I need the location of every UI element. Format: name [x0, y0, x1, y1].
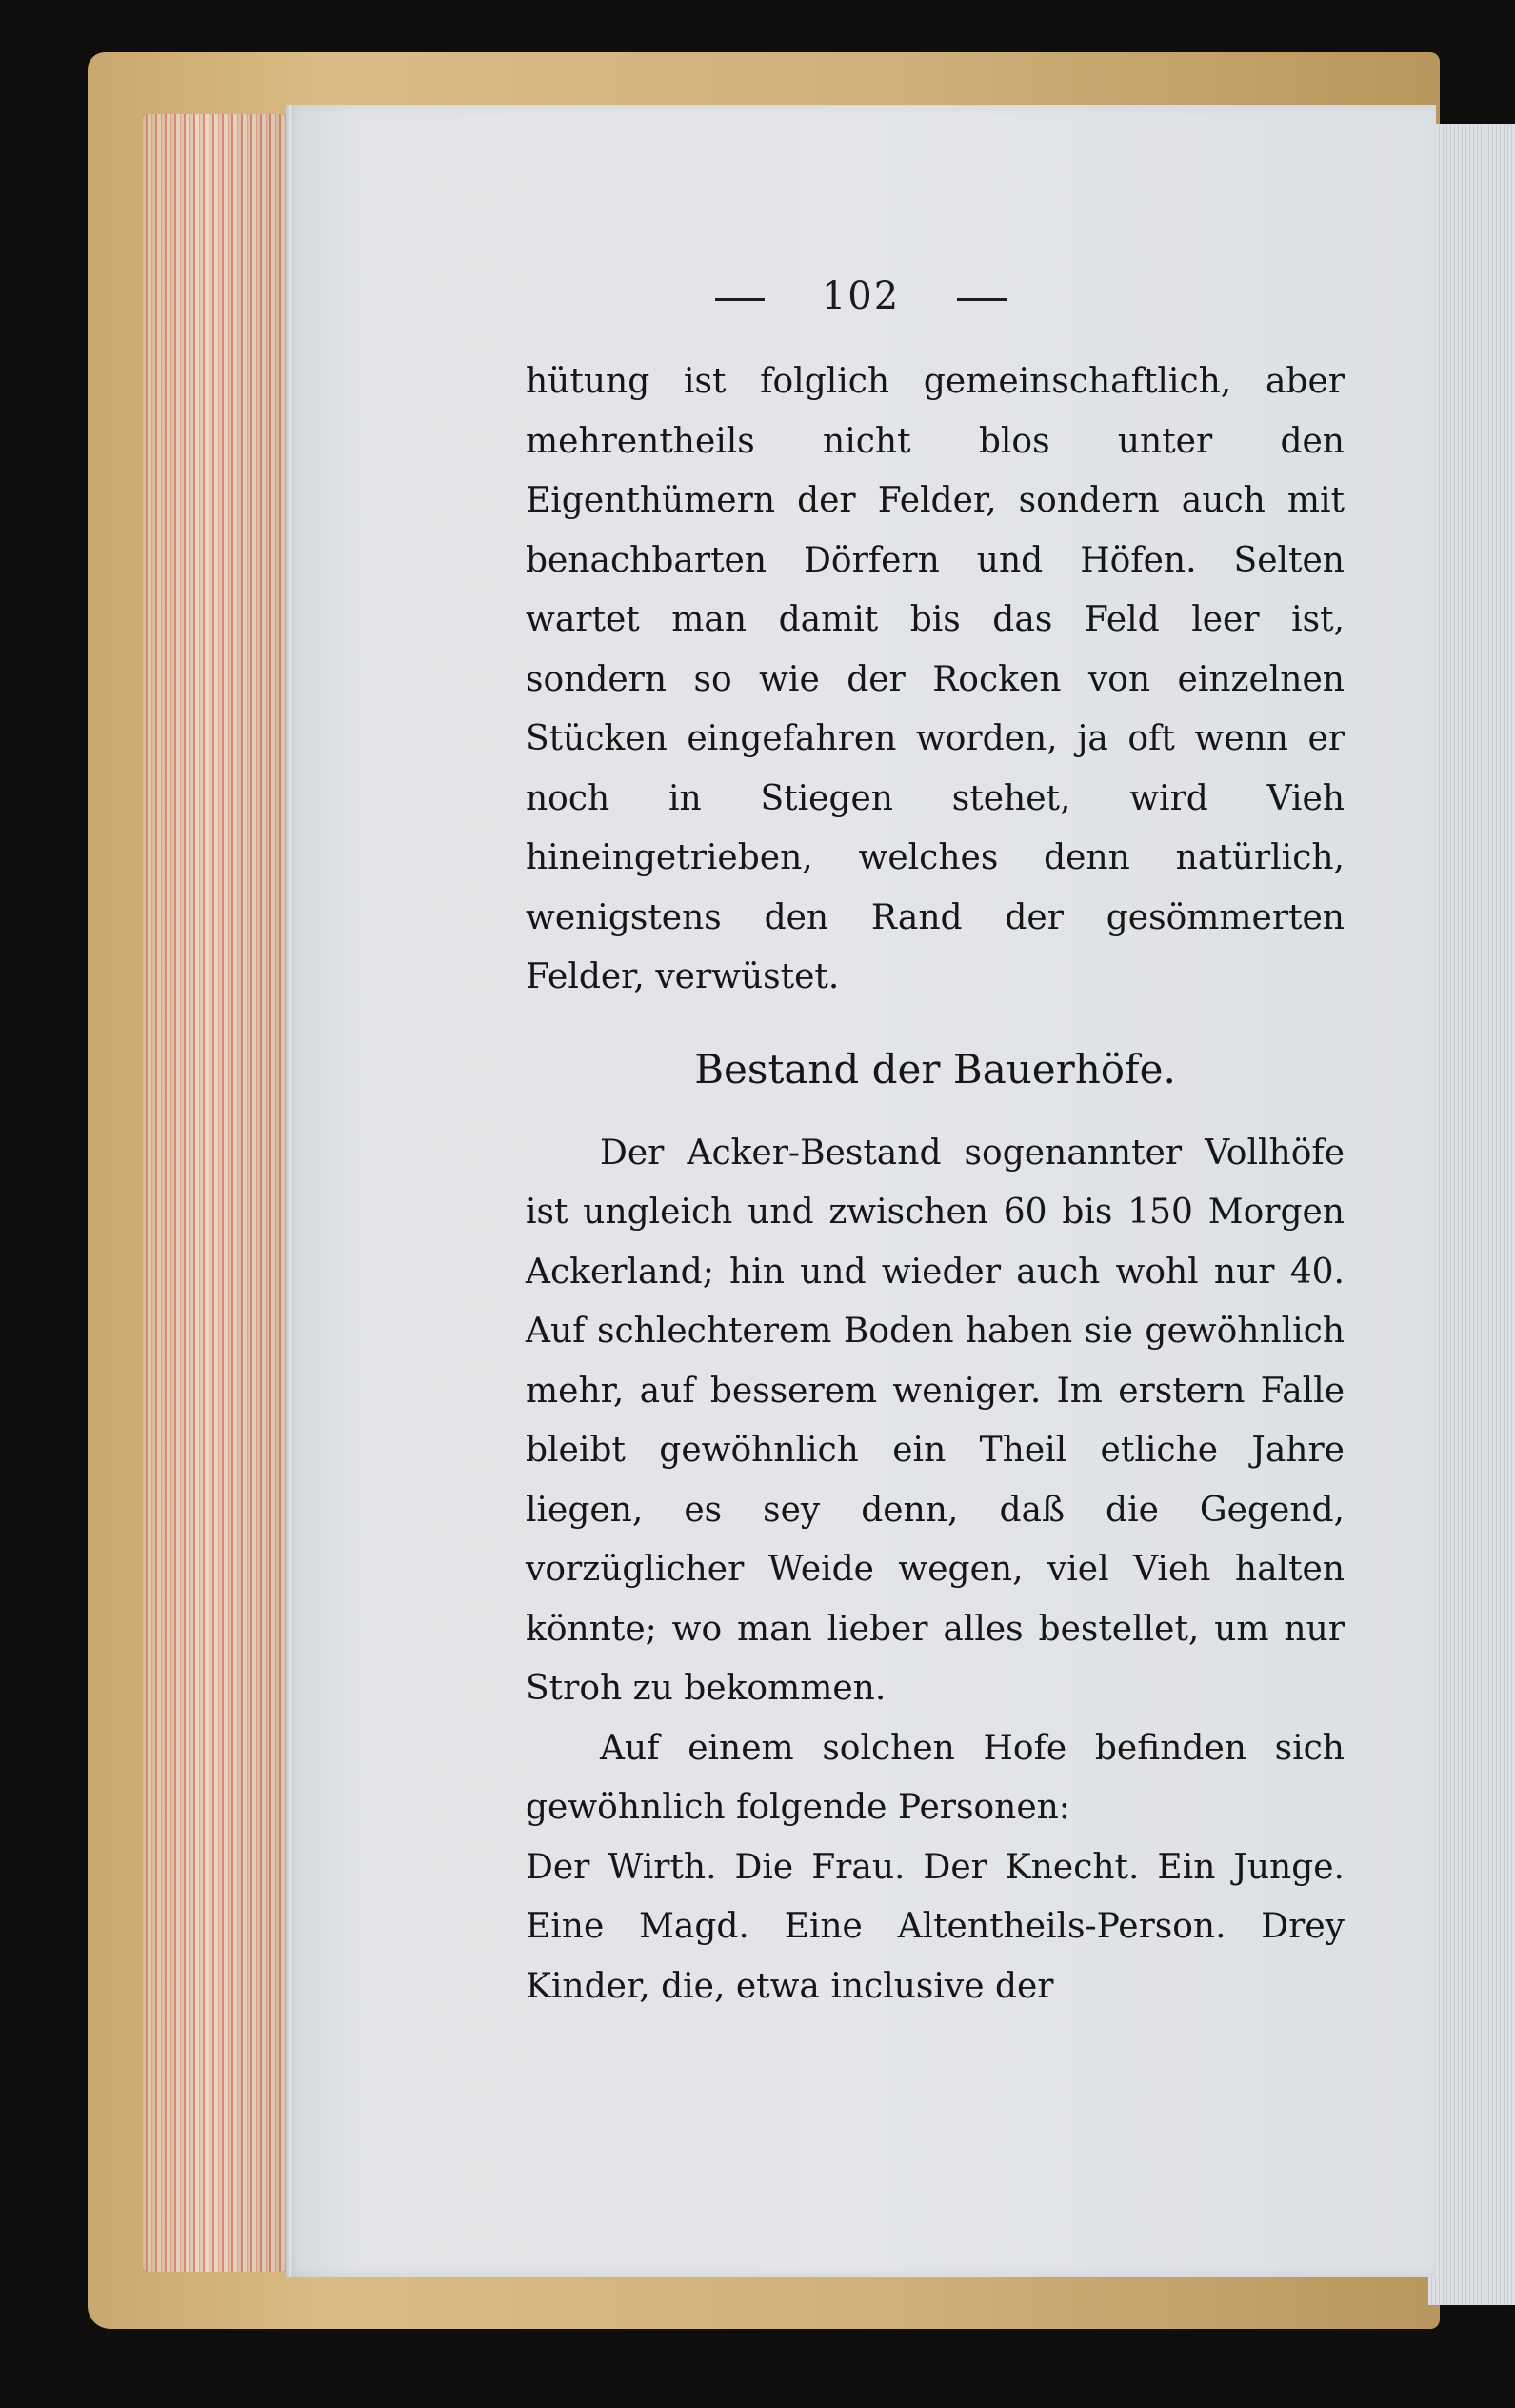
page-edges-shade — [143, 114, 286, 2272]
book-page — [286, 105, 1436, 2277]
section-heading: Bestand der Bauerhöfe. — [694, 1045, 1176, 1093]
page-gutter — [288, 105, 291, 2277]
header-dash-left — [715, 298, 765, 301]
text-block — [526, 352, 1345, 2017]
paragraph-personen-list: Der Wirth. Die Frau. Der Knecht. Ein Junge. Eine Magd. Eine Altentheils-Person. Drey Kinder, die, etwa inclusive der — [526, 1847, 1345, 2006]
paragraph-continuation: hütung ist folglich gemeinschaftlich, aber mehrentheils nicht blos unter den Eigenthümern der Felder, sondern auch mit benachbarten Dörfern und Höfen. Selten wartet man damit bis das Feld leer ist, sondern so wie der Rocken von einzelnen Stücken eingefahren worden, ja oft wenn er noch in Stiegen stehet, wird Vieh hineingetrieben, welches denn natürlich, wenigstens den Rand der gesömmerten Felder, verwüstet. — [526, 362, 1345, 996]
paragraph-personen: Auf einem solchen Hofe befinden sich gewöhnlich folgende Personen: — [526, 1728, 1345, 1827]
paragraph-acker-bestand: Der Acker-Bestand sogenannter Vollhöfe ist ungleich und zwischen 60 bis 150 Morgen Ackerland; hin und wieder auch wohl nur 40. Auf schlechterem Boden haben sie gewöhnlich mehr, auf besserem weniger. Im erstern Falle bleibt gewöhnlich ein Theil etliche Jahre liegen, es sey denn, daß die Gegend, vorzüglicher Weide wegen, viel Vieh halten könnte; wo man lieber alles bestellet, um nur Stroh zu bekommen. — [526, 1133, 1345, 1708]
page-header — [286, 274, 1436, 318]
header-dash-right — [957, 298, 1007, 301]
page-number: 102 — [821, 274, 901, 318]
page-edges-right — [1428, 124, 1515, 2305]
